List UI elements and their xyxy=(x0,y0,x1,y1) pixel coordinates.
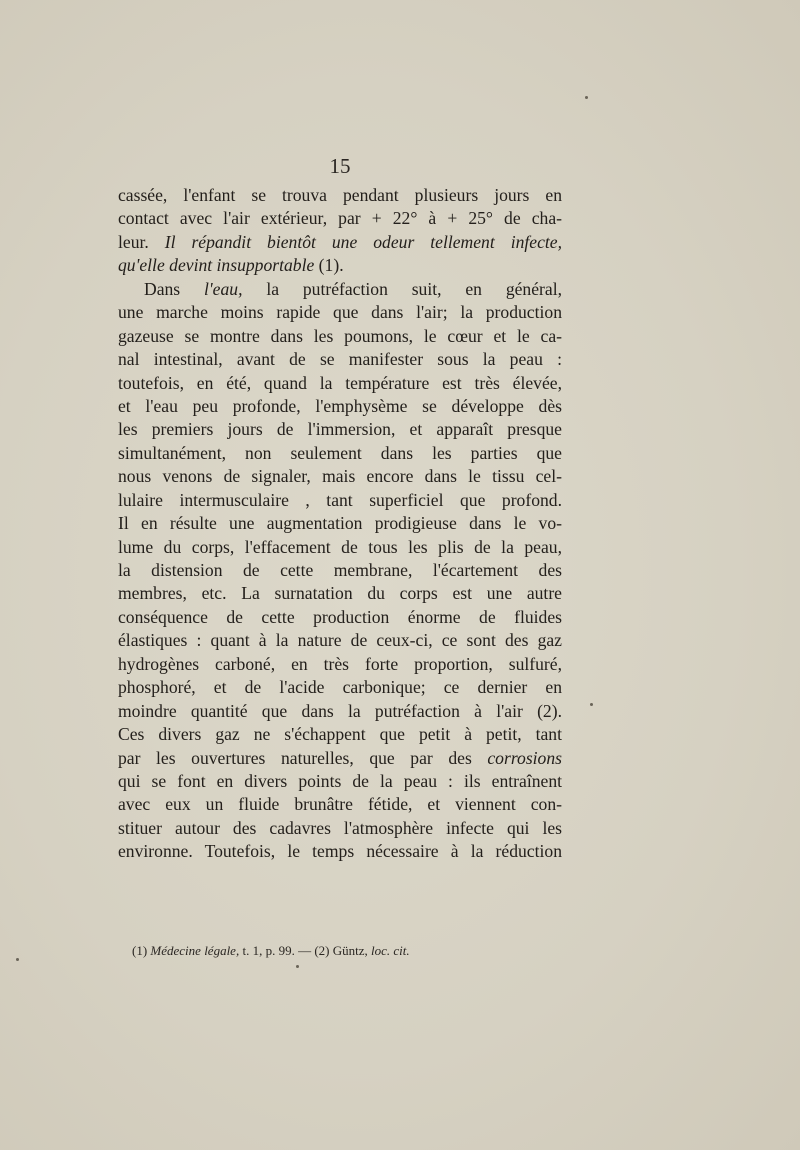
text-line xyxy=(118,770,562,793)
text-line xyxy=(118,817,562,840)
text-run: cassée, l'enfant se trouva pendant plusieurs jours en xyxy=(118,185,562,205)
text-run: avec eux un fluide brunâtre fétide, et viennent con- xyxy=(118,794,562,815)
text-line xyxy=(118,840,562,863)
text-run: la putréfaction suit, en général, xyxy=(242,278,562,299)
text-run: qui se font en divers points de la peau : ils entraînent xyxy=(118,770,562,791)
text-run: membres, etc. La surnatation du corps est une autre xyxy=(118,583,562,604)
italic-run: corrosions xyxy=(487,747,562,768)
text-line xyxy=(118,723,562,746)
text-line xyxy=(118,747,562,770)
italic-run: Il répandit bientôt une odeur tellement infecte, xyxy=(164,231,562,252)
text-run: une marche moins rapide que dans l'air; la production xyxy=(118,302,562,323)
text-line xyxy=(118,278,562,301)
text-run: lume du corps, l'effacement de tous les plis de la peau, xyxy=(118,536,562,557)
text-line xyxy=(118,442,562,465)
page-number: 15 xyxy=(329,154,351,178)
text-run: environne. Toutefois, le temps nécessaire à la réduction xyxy=(118,841,562,862)
body-text xyxy=(118,184,562,864)
text-line xyxy=(118,418,562,441)
text-run: phosphoré, et de l'acide carbonique; ce dernier en xyxy=(118,677,562,698)
text-run: (1). xyxy=(314,255,344,276)
text-line xyxy=(118,254,562,277)
text-run: stituer autour des cadavres l'atmosphère infecte qui les xyxy=(118,817,562,838)
text-line xyxy=(118,372,562,395)
text-line xyxy=(118,348,562,371)
text-run: et l'eau peu profonde, l'emphysème se développe dès xyxy=(118,395,562,416)
text-line xyxy=(118,559,562,582)
text-line xyxy=(118,207,562,230)
text-line xyxy=(118,231,562,254)
text-run: par les ouvertures naturelles, que par des xyxy=(118,747,488,768)
footnote-marker: (1) xyxy=(132,943,151,958)
footnote-reference: t. 1, p. 99. — (2) Güntz, xyxy=(239,943,372,958)
italic-run: qu'elle devint insupportable xyxy=(118,255,315,276)
italic-run: l'eau, xyxy=(204,278,243,299)
text-line xyxy=(118,536,562,559)
text-line xyxy=(118,606,562,629)
text-line xyxy=(118,325,562,348)
text-run: leur. xyxy=(118,231,165,252)
paper-speck xyxy=(16,958,19,961)
text-run: les premiers jours de l'immersion, et apparaît presque xyxy=(118,419,562,440)
paper-speck xyxy=(585,96,588,99)
footnote xyxy=(132,943,410,959)
paper-speck xyxy=(590,703,593,706)
paper-speck xyxy=(296,965,299,968)
text-run: élastiques : quant à la nature de ceux-ci, ce sont des gaz xyxy=(118,630,562,651)
text-run: hydrogènes carboné, en très forte proportion, sulfuré, xyxy=(118,653,562,674)
footnote-source-title: Médecine légale, xyxy=(150,943,240,958)
text-line xyxy=(118,395,562,418)
text-run: la distension de cette membrane, l'écartement des xyxy=(118,560,562,580)
text-line xyxy=(118,582,562,605)
footnote-loc-cit: loc. cit. xyxy=(371,943,410,958)
text-run: Ces divers gaz ne s'échappent que petit à petit, tant xyxy=(118,724,562,745)
text-run: conséquence de cette production énorme de fluides xyxy=(118,606,562,627)
text-line xyxy=(118,700,562,723)
text-run: contact avec l'air extérieur, par + 22° à + 25° de cha- xyxy=(118,208,562,229)
text-line xyxy=(118,629,562,652)
text-run: nal intestinal, avant de se manifester sous la peau : xyxy=(118,349,562,370)
text-run: Il en résulte une augmentation prodigieuse dans le vo- xyxy=(118,513,562,534)
text-run: simultanément, non seulement dans les parties que xyxy=(118,442,562,463)
text-run: toutefois, en été, quand la température est très élevée, xyxy=(118,372,562,393)
text-line xyxy=(118,301,562,324)
text-line xyxy=(118,653,562,676)
text-line xyxy=(118,184,562,207)
text-line xyxy=(118,465,562,488)
text-line xyxy=(118,489,562,512)
text-line xyxy=(118,676,562,699)
text-run: Dans xyxy=(144,278,205,299)
text-run: gazeuse se montre dans les poumons, le cœur et le ca- xyxy=(118,325,562,346)
text-run: nous venons de signaler, mais encore dans le tissu cel- xyxy=(118,466,562,487)
text-line xyxy=(118,793,562,816)
text-line xyxy=(118,512,562,535)
text-run: moindre quantité que dans la putréfaction à l'air (2). xyxy=(118,700,562,721)
text-run: lulaire intermusculaire , tant superficiel que profond. xyxy=(118,489,562,510)
